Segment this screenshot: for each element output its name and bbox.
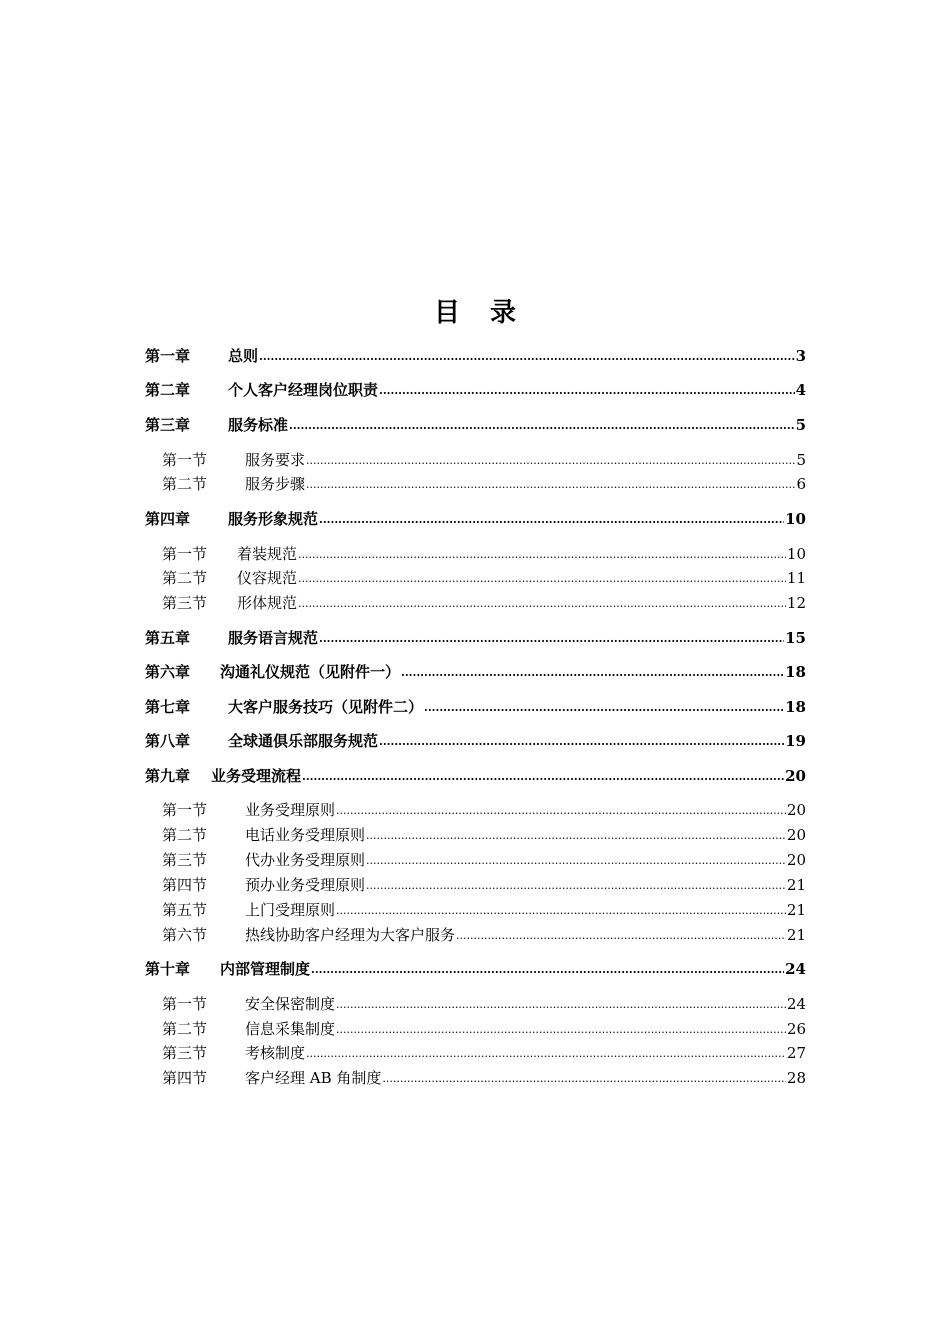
toc-leader	[298, 543, 786, 565]
toc-leader	[259, 345, 795, 367]
toc-leader	[336, 899, 786, 921]
toc-entry[interactable]	[145, 959, 806, 981]
toc-leader	[311, 958, 784, 980]
toc-entry-number: 第二节	[162, 475, 208, 493]
toc-entry[interactable]	[145, 593, 806, 615]
toc-entry-number: 第二节	[162, 826, 208, 844]
page-title	[0, 292, 950, 329]
toc-entry-title: 总则	[228, 347, 259, 365]
toc-entry[interactable]	[145, 628, 806, 650]
toc-leader	[336, 1018, 786, 1040]
toc-entry-title: 服务要求	[245, 451, 306, 469]
toc-entry-number: 第一节	[162, 545, 208, 563]
toc-entry-title: 热线协助客户经理为大客户服务	[245, 926, 456, 944]
toc-entry-title: 安全保密制度	[245, 995, 336, 1013]
toc-leader	[366, 849, 786, 871]
toc-leader	[306, 1042, 786, 1064]
toc-entry-title: 业务受理原则	[245, 801, 336, 819]
toc-entry[interactable]	[145, 474, 806, 496]
toc-entry-number: 第九章	[145, 767, 191, 785]
toc-leader	[306, 449, 795, 471]
toc-entry-page: 21	[786, 926, 806, 944]
toc-entry-page: 27	[786, 1044, 806, 1062]
toc-entry-number: 第八章	[145, 732, 191, 750]
toc-entry[interactable]	[145, 825, 806, 847]
toc-entry-title: 服务形象规范	[228, 510, 319, 528]
toc-entry[interactable]	[145, 875, 806, 897]
toc-entry-number: 第四节	[162, 876, 208, 894]
toc-entry-title: 预办业务受理原则	[245, 876, 366, 894]
toc-entry-title: 服务语言规范	[228, 629, 319, 647]
toc-entry[interactable]	[145, 1019, 806, 1041]
toc-entry-number: 第一节	[162, 995, 208, 1013]
toc-entry-page: 20	[785, 767, 806, 785]
toc-entry-page: 11	[786, 569, 806, 587]
toc-entry-title: 全球通俱乐部服务规范	[228, 732, 379, 750]
toc-entry-number: 第六节	[162, 926, 208, 944]
toc-entry-number: 第十章	[145, 960, 191, 978]
toc-entry-title: 考核制度	[245, 1044, 306, 1062]
toc-entry[interactable]	[145, 800, 806, 822]
toc-entry-number: 第五节	[162, 901, 208, 919]
toc-entry-page: 20	[786, 826, 806, 844]
toc-entry[interactable]	[145, 1043, 806, 1065]
toc-entry-title: 仪容规范	[237, 569, 298, 587]
toc-entry-page: 18	[785, 698, 806, 716]
toc-entry-number: 第七章	[145, 698, 191, 716]
toc-leader	[401, 661, 784, 683]
toc-entry-page: 10	[786, 545, 806, 563]
toc-entry[interactable]	[145, 697, 806, 719]
toc-entry[interactable]	[145, 925, 806, 947]
toc-entry-page: 28	[786, 1069, 806, 1087]
toc-leader	[306, 473, 795, 495]
toc-entry-title: 客户经理 AB 角制度	[245, 1069, 382, 1087]
toc-leader	[302, 765, 784, 787]
toc-entry-number: 第三章	[145, 416, 191, 434]
toc-entry[interactable]	[145, 450, 806, 472]
toc-leader	[336, 799, 786, 821]
toc-entry-page: 24	[786, 995, 806, 1013]
toc-entry-number: 第六章	[145, 663, 191, 681]
toc-entry-page: 3	[795, 347, 806, 365]
toc-entry-page: 21	[786, 876, 806, 894]
toc-entry-title: 形体规范	[237, 594, 298, 612]
toc-entry-number: 第四节	[162, 1069, 208, 1087]
toc-entry-title: 代办业务受理原则	[245, 851, 366, 869]
toc-entry-title: 着装规范	[237, 545, 298, 563]
toc-entry-title: 服务步骤	[245, 475, 306, 493]
page-title-right: 录	[490, 298, 517, 328]
page-title-left: 目	[433, 298, 460, 328]
toc-entry-page: 5	[795, 416, 806, 434]
toc-entry-page: 6	[796, 475, 806, 493]
toc-leader	[379, 379, 795, 401]
toc-entry-page: 12	[786, 594, 806, 612]
toc-entry-number: 第二节	[162, 569, 208, 587]
toc-entry[interactable]	[145, 568, 806, 590]
toc-entry-title: 信息采集制度	[245, 1020, 336, 1038]
toc-entry-number: 第一节	[162, 451, 208, 469]
toc-entry-title: 内部管理制度	[220, 960, 311, 978]
toc-leader	[456, 924, 786, 946]
toc-entry-page: 20	[786, 851, 806, 869]
toc-entry-title: 电话业务受理原则	[245, 826, 366, 844]
toc-entry-page: 5	[796, 451, 806, 469]
toc-entry-title: 沟通礼仪规范（见附件一）	[220, 663, 401, 681]
toc-leader	[298, 592, 786, 614]
toc-entry-number: 第二章	[145, 381, 191, 399]
toc-leader	[319, 627, 784, 649]
toc-entry-title: 业务受理流程	[211, 767, 302, 785]
toc-leader	[366, 874, 786, 896]
toc-entry[interactable]	[145, 1068, 806, 1090]
toc-entry-number: 第三节	[162, 594, 208, 612]
toc-entry-page: 21	[786, 901, 806, 919]
toc-leader	[382, 1067, 786, 1089]
toc-entry-page: 10	[785, 510, 806, 528]
toc-entry[interactable]	[145, 766, 806, 788]
toc-entry-page: 15	[785, 629, 806, 647]
toc-leader	[366, 824, 786, 846]
toc-entry[interactable]	[145, 731, 806, 753]
toc-entry-title: 上门受理原则	[245, 901, 336, 919]
toc-entry-number: 第二节	[162, 1020, 208, 1038]
toc-entry-page: 20	[786, 801, 806, 819]
toc-entry[interactable]	[145, 994, 806, 1016]
toc-entry-page: 26	[786, 1020, 806, 1038]
toc-entry-number: 第三节	[162, 851, 208, 869]
toc-entry-page: 19	[785, 732, 806, 750]
toc-entry[interactable]	[145, 850, 806, 872]
toc-entry-title: 大客户服务技巧（见附件二）	[228, 698, 424, 716]
toc-entry-title: 个人客户经理岗位职责	[228, 381, 379, 399]
toc-entry-page: 4	[795, 381, 806, 399]
toc-leader	[298, 567, 786, 589]
toc-entry[interactable]	[145, 509, 806, 531]
toc-leader	[336, 993, 786, 1015]
toc-entry-title: 服务标准	[228, 416, 289, 434]
toc-entry-number: 第一章	[145, 347, 191, 365]
toc-entry[interactable]	[145, 544, 806, 566]
toc-leader	[379, 730, 784, 752]
toc-entry[interactable]	[145, 662, 806, 684]
toc-entry[interactable]	[145, 346, 806, 368]
toc-entry-number: 第四章	[145, 510, 191, 528]
toc-entry-page: 24	[785, 960, 806, 978]
toc-entry-number: 第三节	[162, 1044, 208, 1062]
toc-entry-page: 18	[785, 663, 806, 681]
toc-entry-number: 第一节	[162, 801, 208, 819]
toc-entry-number: 第五章	[145, 629, 191, 647]
toc-leader	[289, 414, 795, 436]
toc-entry[interactable]	[145, 380, 806, 402]
toc-entry[interactable]	[145, 415, 806, 437]
toc-leader	[319, 508, 784, 530]
toc-leader	[424, 696, 784, 718]
toc-entry[interactable]	[145, 900, 806, 922]
